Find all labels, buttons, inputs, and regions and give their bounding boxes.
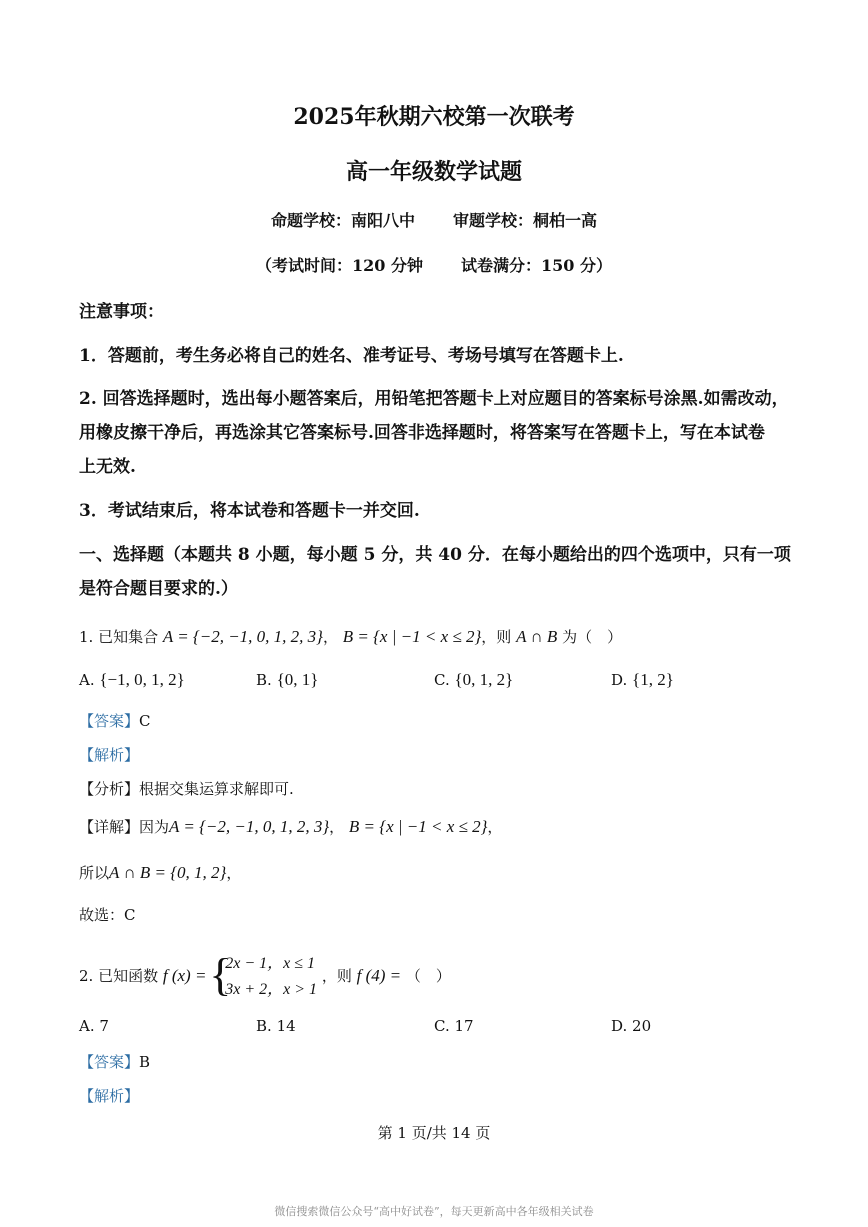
q1-suffix: ，则 [481, 628, 512, 646]
notice-item-3: 3．考试结束后，将本试卷和答题卡一并交回. [79, 501, 420, 521]
notice-item-2-line-1: 2. 回答选择题时，选出每小题答案后，用铅笔把答题卡上对应题目的答案标号涂黑.如需改动， [79, 389, 789, 409]
q2-prefix: 2. 已知函数 [79, 967, 159, 985]
option-label: B. [256, 1017, 272, 1035]
option-label: D. [611, 1017, 628, 1035]
q2-option-a [79, 1017, 109, 1035]
q2-f4: f (4) = [356, 966, 402, 985]
q2-tail: （ ） [405, 967, 451, 985]
q2-analysis-tag: 【解析】 [79, 1087, 140, 1105]
q1-option-c [434, 670, 513, 690]
exam-info [0, 253, 868, 276]
q1-expr: A ∩ B [516, 627, 558, 646]
q2-answer [79, 1051, 150, 1072]
option-value: 7 [99, 1017, 109, 1035]
option-label: B. [256, 671, 272, 689]
q1-so [79, 862, 241, 883]
reviewer-school: 审题学校：桐柏一高 [453, 211, 598, 230]
q1-option-b [256, 670, 318, 690]
option-label: C. [434, 1017, 450, 1035]
notice-item-2-line-3: 上无效. [79, 457, 136, 477]
exam-score: 试卷满分：150 分） [461, 256, 612, 275]
so-expr: A ∩ B = {0, 1, 2} [109, 863, 227, 882]
option-value: {0, 1, 2} [454, 670, 514, 689]
option-label: D. [611, 671, 628, 689]
option-value: {0, 1} [276, 670, 319, 689]
option-label: C. [434, 671, 450, 689]
answer-tag: 【答案】 [79, 712, 140, 730]
q2-option-d [611, 1017, 651, 1035]
q1-sep: ， [322, 628, 338, 646]
detail-tag: 【详解】 [79, 818, 140, 836]
q2-option-c [434, 1017, 474, 1035]
q2-piecewise [211, 951, 317, 1003]
option-value: {1, 2} [632, 670, 674, 689]
q1-prefix: 1. 已知集合 [79, 628, 159, 646]
answer-value: C [139, 712, 151, 730]
notice-heading: 注意事项： [79, 302, 164, 322]
fenxi-text: 根据交集运算求解即可. [139, 780, 294, 798]
q2-fx: f (x) = [162, 966, 207, 985]
option-value: 17 [454, 1017, 474, 1035]
option-label: A. [79, 1017, 95, 1035]
q1-analysis-tag: 【解析】 [79, 746, 140, 764]
detail-set-a: A = {−2, −1, 0, 1, 2, 3} [169, 817, 330, 836]
q2-mid: ，则 [321, 967, 352, 985]
detail-sep: ， [329, 818, 345, 836]
q2-case-2: 3x + 2，x > 1 [225, 981, 318, 998]
exam-subtitle: 高一年级数学试题 [345, 159, 522, 185]
answer-tag: 【答案】 [79, 1053, 140, 1071]
answer-value: B [139, 1053, 151, 1071]
option-label: A. [79, 671, 95, 689]
detail-end: ， [487, 818, 503, 836]
option-value: {−1, 0, 1, 2} [99, 670, 185, 689]
q2-option-b [256, 1017, 296, 1035]
exam-time: （考试时间：120 分钟 [256, 256, 423, 275]
section-heading-line-1: 一、选择题（本题共 8 小题，每小题 5 分，共 40 分．在每小题给出的四个选项中，只有一项 [79, 545, 791, 565]
section-heading-line-2: 是符合题目要求的.） [79, 579, 238, 599]
notice-item-2-line-2: 用橡皮擦干净后，再选涂其它答案标号.回答非选择题时，将答案写在答题卡上，写在本试卷 [79, 423, 765, 443]
q2-case-1: { 2x − 1，x ≤ 1 [225, 955, 316, 972]
fenxi-tag: 【分析】 [79, 780, 140, 798]
proposer-school: 命题学校：南阳八中 [270, 211, 415, 230]
so-prefix: 所以 [79, 864, 110, 882]
option-value: 20 [632, 1017, 652, 1035]
q1-fenxi [79, 778, 294, 799]
so-end: ， [226, 864, 242, 882]
q1-option-d [611, 670, 674, 690]
q1-detail [79, 816, 502, 837]
q1-set-a: A = {−2, −1, 0, 1, 2, 3} [162, 627, 323, 646]
notice-item-1: 1．答题前，考生务必将自己的姓名、准考证号、考场号填写在答题卡上. [79, 346, 624, 366]
watermark-text: 微信搜索微信公众号“高中好试卷”，每天更新高中各年级相关试卷 [274, 1205, 594, 1218]
school-info [0, 208, 868, 231]
detail-set-b: B = {x | −1 < x ≤ 2} [348, 817, 488, 836]
question-1 [79, 626, 622, 647]
q1-option-a [79, 670, 185, 690]
exam-title: 2025年秋期六校第一次联考 [293, 104, 575, 130]
page-number: 第 1 页/共 14 页 [377, 1124, 491, 1142]
option-value: 14 [276, 1017, 296, 1035]
q1-set-b: B = {x | −1 < x ≤ 2} [342, 627, 482, 646]
q1-choose: 故选：C [79, 906, 136, 924]
q1-answer [79, 710, 151, 731]
q1-tail: 为（ ） [562, 628, 623, 646]
question-2 [79, 951, 451, 1003]
detail-prefix: 因为 [139, 818, 170, 836]
